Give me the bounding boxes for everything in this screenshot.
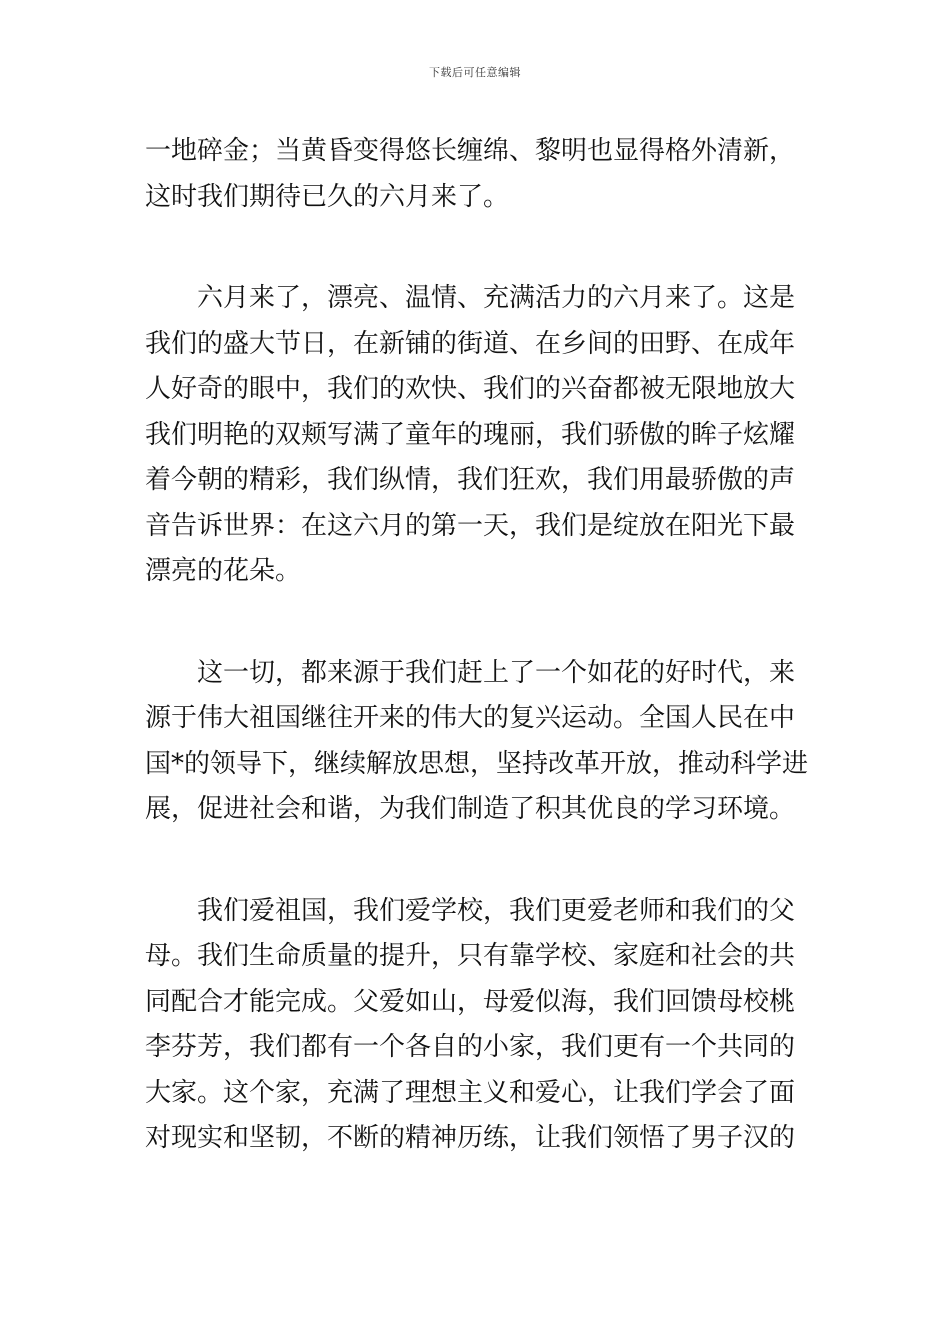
paragraph-gap <box>145 595 810 651</box>
text-line: 这时我们期待已久的六月来了。 <box>145 181 510 212</box>
text-line: 我们明艳的双颊写满了童年的瑰丽，我们骄傲的眸子炫耀 <box>145 419 796 450</box>
text-line: 音告诉世界：在这六月的第一天，我们是绽放在阳光下最 <box>145 510 796 541</box>
text-line: 源于伟大祖国继往开来的伟大的复兴运动。全国人民在中 <box>145 703 796 733</box>
text-line: 一地碎金；当黄昏变得悠长缠绵、黎明也显得格外清新， <box>145 136 796 166</box>
paragraph-gap <box>145 220 810 276</box>
text-line: 国*的领导下，继续解放思想，坚持改革开放，推动科学进 <box>145 748 809 779</box>
text-line: 同配合才能完成。父爱如山，母爱似海，我们回馈母校桃 <box>145 986 796 1017</box>
paragraph <box>145 129 810 220</box>
document-body <box>145 129 810 1162</box>
text-line: 李芬芳，我们都有一个各自的小家，我们更有一个共同的 <box>145 1032 796 1062</box>
text-line: 我们爱祖国，我们爱学校，我们更爱老师和我们的父 <box>197 895 796 926</box>
header-note: 下载后可任意编辑 <box>429 66 521 79</box>
text-line: 母。我们生命质量的提升，只有靠学校、家庭和社会的共 <box>145 941 796 971</box>
text-line: 漂亮的花朵。 <box>145 556 302 586</box>
text-line: 展，促进社会和谐，为我们制造了积其优良的学习环境。 <box>145 794 796 824</box>
text-line: 对现实和坚韧，不断的精神历练，让我们领悟了男子汉的 <box>145 1123 796 1153</box>
text-line: 这一切，都来源于我们赶上了一个如花的好时代，来 <box>197 657 796 688</box>
paragraph <box>145 276 810 595</box>
paragraph-gap <box>145 833 810 889</box>
text-line: 六月来了，漂亮、温情、充满活力的六月来了。这是 <box>197 283 796 313</box>
text-line: 着今朝的精彩，我们纵情，我们狂欢，我们用最骄傲的声 <box>145 465 796 495</box>
paragraph <box>145 651 810 833</box>
text-line: 人好奇的眼中，我们的欢快、我们的兴奋都被无限地放大 <box>145 374 796 404</box>
paragraph <box>145 889 810 1162</box>
text-line: 我们的盛大节日，在新铺的街道、在乡间的田野、在成年 <box>145 328 796 359</box>
text-line: 大家。这个家，充满了理想主义和爱心，让我们学会了面 <box>145 1077 796 1108</box>
